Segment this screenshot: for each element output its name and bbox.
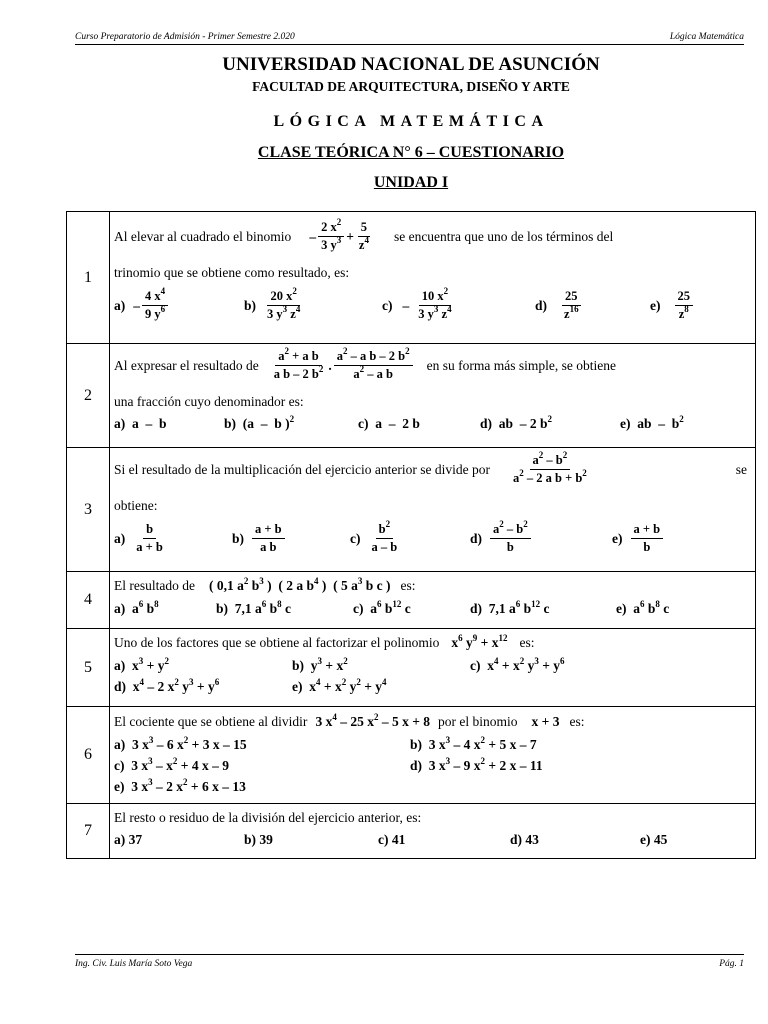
option-a: a) 3 $x^3 - 6$ $x^2 + 3$ x – 15 <box>114 735 247 752</box>
option-a: a) 37 <box>114 832 143 847</box>
question-row-4 <box>67 571 755 628</box>
option-c: c) 41 <box>378 832 406 847</box>
university-title: UNIVERSIDAD NACIONAL DE ASUNCIÓN <box>222 54 600 75</box>
subject-title: LÓGICA MATEMÁTICA <box>273 113 549 130</box>
question-text: El cociente que se obtiene al dividir <box>114 714 308 729</box>
question-number: 7 <box>67 804 110 858</box>
math-expression: x + 3 <box>531 714 560 729</box>
footer-author: Ing. Civ. Luis María Soto Vega <box>75 959 193 969</box>
option-b: b) (a – b )$^2$ <box>224 414 295 431</box>
option-e: e) 3 $x^3 - 2$ $x^2 + 6$ x – 13 <box>114 777 246 794</box>
class-title: CLASE TEÓRICA N° 6 – CUESTIONARIO <box>257 144 565 161</box>
question-row-1 <box>67 212 755 343</box>
question-table <box>66 211 756 859</box>
option-c: c) – $\frac{10 x^2}{3 y^3 z^4}$ <box>382 286 452 321</box>
header-course: Curso Preparatorio de Admisión - Primer Semestre 2.020 <box>75 32 295 42</box>
option-d: d) $\frac{a^2 - b^2}{b}$ <box>470 522 533 555</box>
option-c: c) $x^4 + x^2$ $y^3 + y^6$ <box>470 656 565 673</box>
math-fraction: $\frac{a^2 + a b}{a b - 2 b^2}$ <box>273 346 324 381</box>
question-text: obtiene: <box>114 498 158 513</box>
question-row-5 <box>67 628 755 706</box>
math-fraction: $\frac{a^2 - a b - 2 b^2}{a^2 - a b}$ <box>334 349 413 382</box>
option-c: c) a – 2 b <box>358 416 420 431</box>
page-header <box>75 32 744 45</box>
math-expression: 3 $x^4 - 25$ $x^2 - 5$ x + 8 <box>315 712 431 729</box>
option-e: e) $\frac{a + b}{b}$ <box>612 522 665 555</box>
question-text: Si el resultado de la multiplicación del ejercicio anterior se divide por <box>114 461 490 477</box>
question-text: en su forma más simple, se obtiene <box>426 357 616 373</box>
option-c: c) $a^6$ $b^{12}$ c <box>353 599 411 616</box>
question-text: una fracción cuyo denominador es: <box>114 394 304 409</box>
option-e: e) $x^4 + x^2$ $y^2 + y^4$ <box>292 677 387 694</box>
option-d: d) 43 <box>510 832 539 847</box>
question-number: 4 <box>67 572 110 628</box>
page-footer <box>75 954 744 969</box>
question-text: se encuentra que uno de los términos del <box>393 228 614 244</box>
option-a: a) – $\frac{4 x^4}{9 y^6}$ <box>114 289 170 322</box>
question-body: Al elevar al cuadrado el binomio – $\frac{2 x^2}{3 y^3}$ + $\frac{5}{z^4}$ se encuentra que uno de los términos del trinomio que se obtiene como resultado, es: a) – $\frac{4 x^4}{9 y^6}$ b) $\frac{20 x^2}{3 y^3 z^4}$ c) – $\frac{10 x^2}{3 y^3 z^4}$ d) $\frac{25}{z^{16}}$ e) $\frac{25}{z^8}$ <box>110 212 755 343</box>
option-b: b) 7,1 $a^6$ $b^8$ c <box>216 599 292 616</box>
question-body <box>110 572 755 628</box>
question-number: 5 <box>67 629 110 706</box>
math-fraction: $\frac{a^2 - b^2}{a^2 - 2 a b + b^2}$ <box>513 450 587 485</box>
question-body <box>110 629 755 706</box>
question-text: es: <box>400 578 416 593</box>
question-body <box>110 448 755 571</box>
question-text: El resultado de <box>114 578 195 593</box>
question-text: por el binomio <box>438 714 518 729</box>
option-b: b) 39 <box>244 832 273 847</box>
option-a: a) a – b <box>114 416 167 431</box>
option-e: e) $a^6$ $b^8$ c <box>616 599 670 616</box>
option-d: d) 3 $x^3 - 9$ $x^2 + 2$ x – 11 <box>410 756 543 773</box>
question-text: Al expresar el resultado de <box>114 357 259 373</box>
option-e: e) 45 <box>640 832 668 847</box>
option-d: d) $x^4 - 2$ $x^2$ $y^3 + y^6$ <box>114 677 220 694</box>
question-number: 1 <box>67 212 110 343</box>
question-body: Al expresar el resultado de $\frac{a^2 + a b}{a b - 2 b^2}$ . $\frac{a^2 - a b - 2 b^2}{a^2 - a b}$ en su forma más simple, se obtiene una fracción cuyo denominador es: a) a – b b) (a – b )$^2$ c) a – 2 b d) ab – 2 $b^2$ e) ab – $b^2$ <box>114 346 684 431</box>
option-a: a) $\frac{b}{a + b}$ <box>114 522 163 554</box>
faculty-title: FACULTAD DE ARQUITECTURA, DISEÑO Y ARTE <box>252 79 570 94</box>
title-block <box>66 52 756 193</box>
option-a: a) $x^3 + y^2$ <box>114 656 169 673</box>
unit-title: UNIDAD I <box>373 174 449 191</box>
question-text: El resto o residuo de la división del ejercicio anterior, es: <box>114 810 422 825</box>
option-d: d) 7,1 $a^6$ $b^{12}$ c <box>470 599 550 616</box>
option-e: e) ab – $b^2$ <box>620 414 684 431</box>
question-body <box>110 707 755 803</box>
question-row-7 <box>67 803 755 858</box>
question-text: trinomio que se obtiene como resultado, es: <box>114 265 350 280</box>
math-expression: $x^6$ $y^9 + x^{12}$ <box>451 633 508 650</box>
option-e: e) $\frac{25}{z^8}$ <box>650 289 695 322</box>
option-c: c) 3 $x^3 - x^2 + 4$ x – 9 <box>114 756 229 773</box>
page-number: Pág. 1 <box>719 959 744 969</box>
header-subject: Lógica Matemática <box>669 32 744 42</box>
question-row-2 <box>67 343 755 447</box>
question-text: Al elevar al cuadrado el binomio <box>114 228 292 244</box>
question-text: se <box>735 461 747 477</box>
question-text: Uno de los factores que se obtiene al factorizar el polinomio <box>114 635 440 650</box>
question-text: es: <box>569 714 585 729</box>
option-d: d) $\frac{25}{z^{16}}$ <box>535 289 579 321</box>
option-b: b) $\frac{a + b}{\text{a b}}$ <box>232 522 287 555</box>
math-fraction: $\frac{2 x^2}{3 y^3}$ <box>318 220 344 253</box>
question-body <box>110 804 755 858</box>
question-text: es: <box>519 635 535 650</box>
question-number: 6 <box>67 707 110 803</box>
option-b: b) 3 $x^3 - 4$ $x^2 + 5$ x – 7 <box>410 735 537 752</box>
option-b: b) $y^3 + x^2$ <box>292 656 348 673</box>
option-c: c) $\frac{b^2}{a - b}$ <box>350 519 398 554</box>
option-d: d) ab – 2 $b^2$ <box>480 414 553 431</box>
option-a: a) $a^6$ $b^8$ <box>114 599 159 616</box>
option-b: b) $\frac{20 x^2}{3 y^3 z^4}$ <box>244 286 301 321</box>
math-expression: ( 0,1 $a^2$ $b^3$ ) ( 2 a $b^4$ ) ( 5 $a^3$ b c ) <box>208 576 391 593</box>
math-fraction: $\frac{5}{z^4}$ <box>358 220 369 252</box>
question-number: 2 <box>67 344 110 447</box>
question-row-3 <box>67 447 755 571</box>
question-row-6 <box>67 706 755 803</box>
question-number: 3 <box>67 448 110 571</box>
